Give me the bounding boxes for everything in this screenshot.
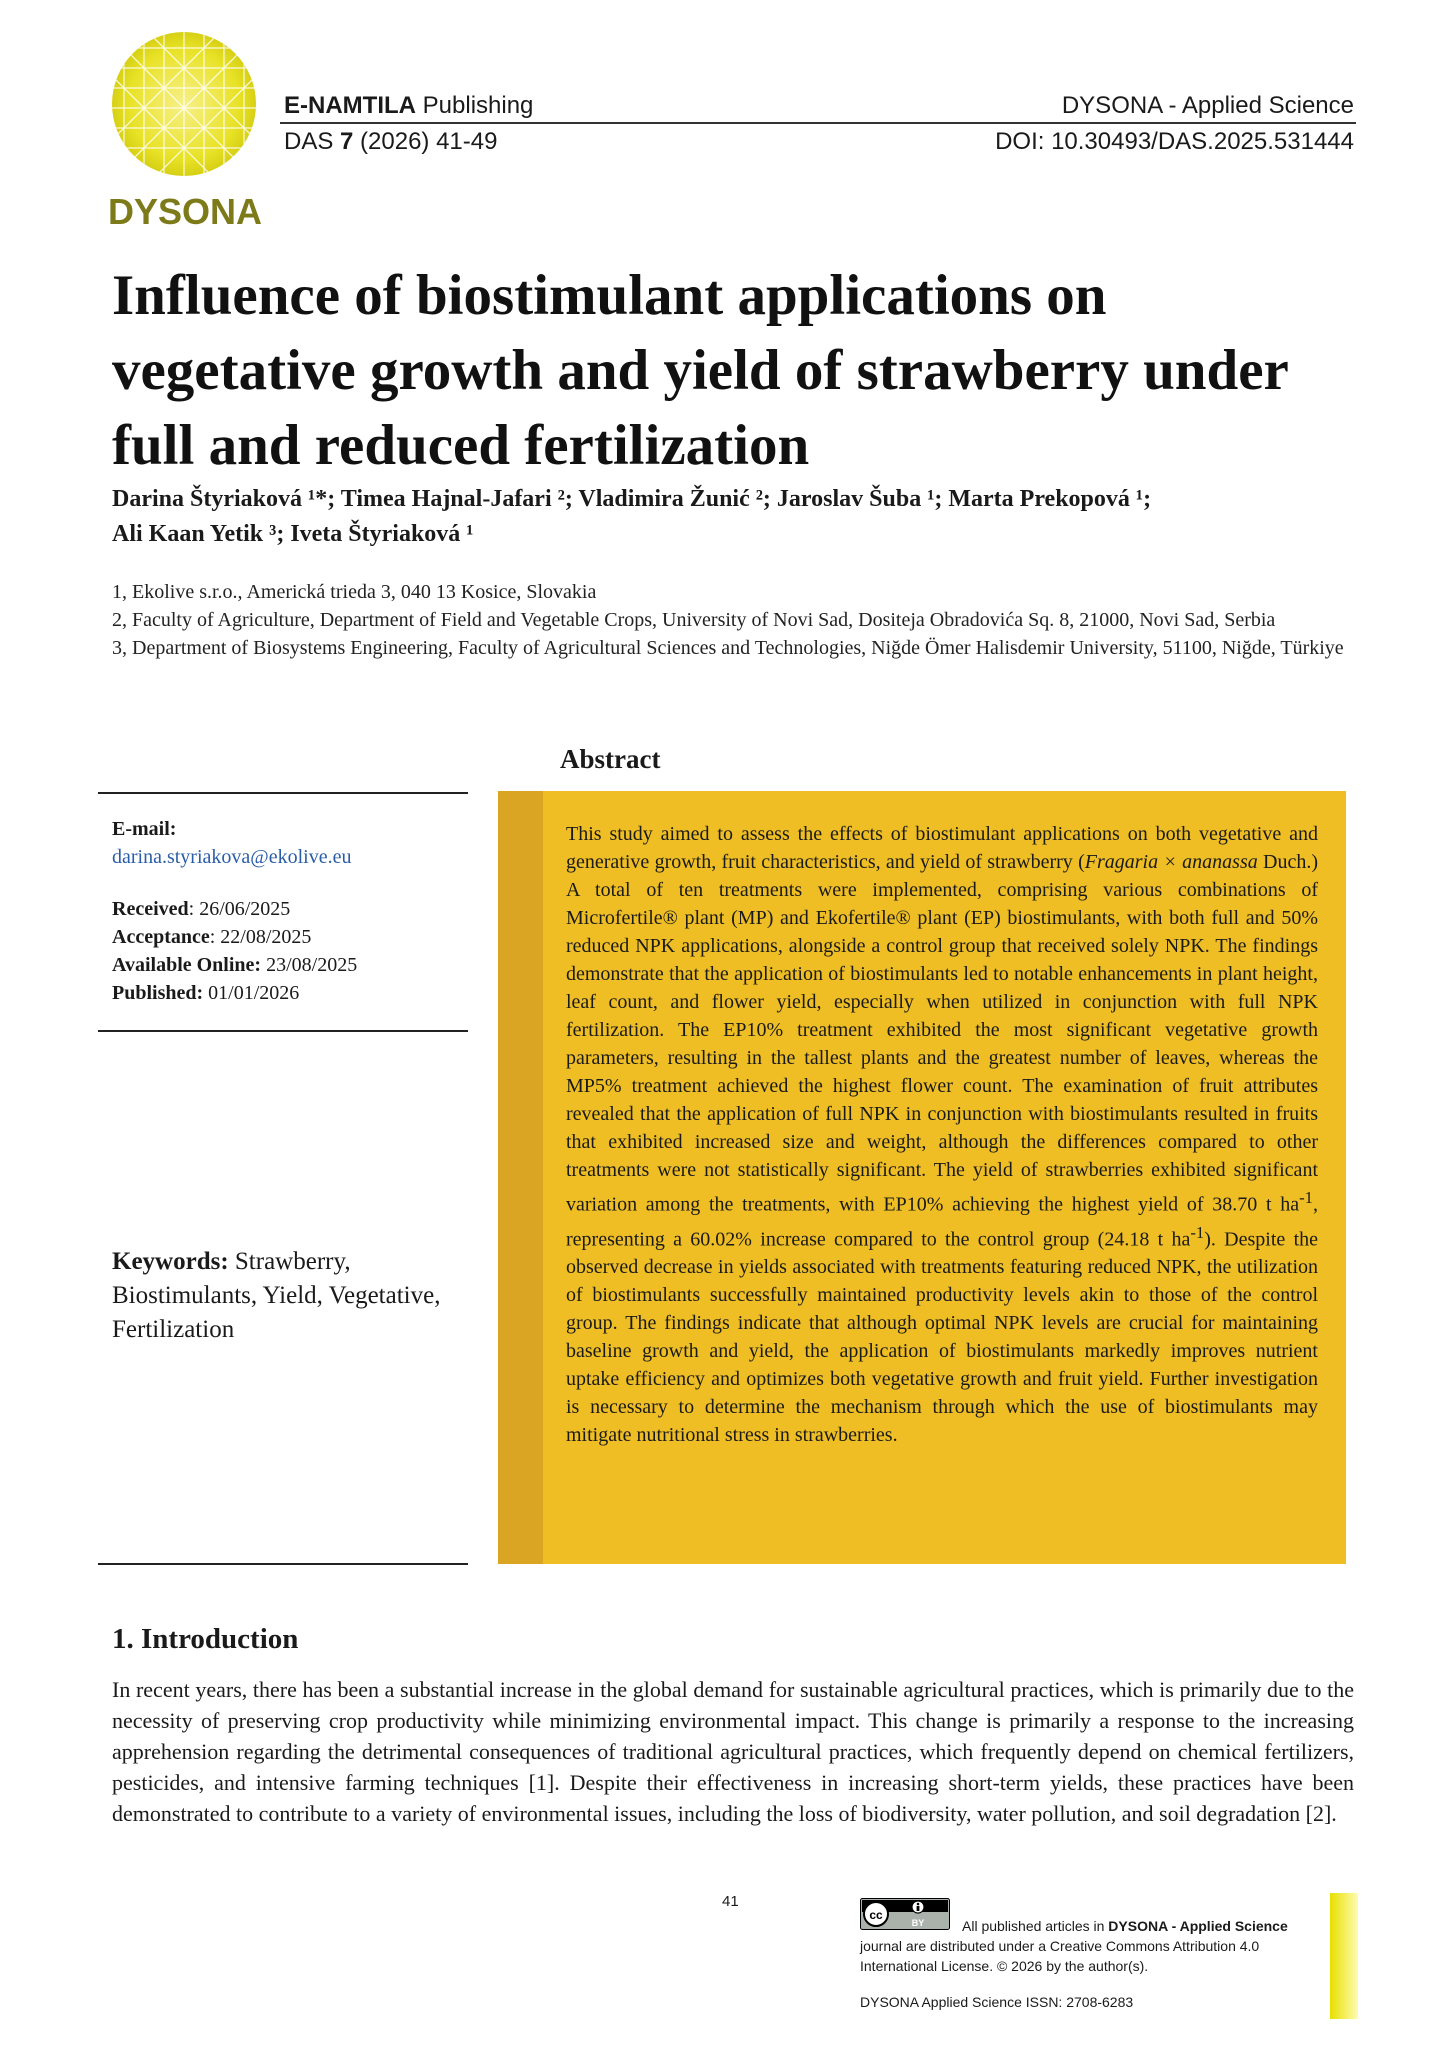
author-list: [112, 482, 1342, 552]
affiliations: [112, 578, 1352, 662]
cc-by-text: BY: [911, 1918, 925, 1928]
paper-title: Influence of biostimulant applications on vegetative growth and yield of strawberry under full and reduced fertilization: [112, 264, 1288, 477]
acceptance-date: Acceptance: 22/08/2025: [112, 926, 312, 948]
divider: [98, 1563, 468, 1565]
email-label: E-mail:: [112, 818, 177, 840]
logo-text: DYSONA: [108, 191, 263, 232]
license-line: All published articles in DYSONA - Applied Science: [962, 1918, 1288, 1934]
svg-text:cc: cc: [869, 1908, 883, 1922]
journal-logo: [104, 28, 264, 238]
issn: DYSONA Applied Science ISSN: 2708-6283: [860, 1994, 1134, 2010]
article-dates: [112, 895, 462, 1007]
received-date: Received: 26/06/2025: [112, 898, 291, 920]
published-date: Published: 01/01/2026: [112, 982, 300, 1004]
email-link[interactable]: darina.styriakova@ekolive.eu: [112, 846, 352, 868]
affiliation: 3, Department of Biosystems Engineering, Faculty of Agricultural Sciences and Technologies, Niğde Ömer Halisdemir University, 51100, Niğde, Türkiye: [112, 637, 1344, 659]
author-line: Darina Štyriaková ¹*; Timea Hajnal-Jafari ²; Vladimira Žunić ²; Jaroslav Šuba ¹; Marta Prekopová ¹;: [112, 486, 1152, 512]
abstract-accent-strip: [498, 791, 543, 1564]
doi[interactable]: DOI: 10.30493/DAS.2025.531444: [995, 128, 1354, 155]
abstract-text: This study aimed to assess the effects of biostimulant applications on both vegetative and generative growth, fruit characteristics, and yield of strawberry (Fragaria × ananassa Duch.) A total of ten treatments were implemented, comprising various combinations of Microfertile® plant (MP) and Ekofertile® plant (EP) biostimulants, with both full and 50% reduced NPK applications, alongside a control group that received solely NPK. The findings demonstrate that the application of biostimulants led to notable enhancements in plant height, leaf count, and flower yield, especially when utilized in conjunction with full NPK fertilization. The EP10% treatment exhibited the most significant vegetative growth parameters, resulting in the tallest plants and the greatest number of leaves, whereas the MP5% treatment achieved the highest flower count. The examination of fruit attributes revealed that the application of full NPK in conjunction with biostimulants resulted in fruits that exhibited increased size and weight, although the differences compared to other treatments were not statistically significant. The yield of strawberries exhibited significant variation among the treatments, with EP10% achieving the highest yield of 38.70 t $ha^{-1}$, representing a 60.02% increase compared to the control group (24.18 t $ha^{-1}$). Despite the observed decrease in yields associated with treatments featuring reduced NPK, the utilization of biostimulants successfully maintained productivity levels akin to those of the control group. The findings indicate that although optimal NPK levels are crucial for maintaining baseline growth and yield, the application of biostimulants markedly improves nutrient uptake efficiency and optimizes both vegetative growth and fruit yield. Further investigation is necessary to determine the mechanism through which the use of biostimulants may mitigate nutritional stress in strawberries.: [566, 823, 1319, 1447]
citation: DAS 7 (2026) 41-49: [284, 128, 498, 155]
author-line: Ali Kaan Yetik ³; Iveta Štyriaková ¹: [112, 521, 474, 547]
journal-name: DYSONA - Applied Science: [1061, 92, 1354, 119]
page-number: 41: [722, 1893, 739, 1910]
footer-accent-bar: [1330, 1893, 1358, 2019]
intro-paragraph: In recent years, there has been a substantial increase in the global demand for sustainable agricultural practices, which is primarily due to the necessity of preserving crop productivity while minimizing environmental impact. This change is primarily a response to the increasing apprehension regarding the detrimental consequences of traditional agricultural practices, which frequently depend on chemical fertilizers, pesticides, and intensive farming techniques [1]. Despite their effectiveness in increasing short-term yields, these practices have been demonstrated to contribute to a variety of environmental issues, including the loss of biodiversity, water pollution, and soil degradation [2].: [112, 1677, 1354, 1826]
cc-by-license-icon[interactable]: [860, 1898, 950, 1930]
license-line: journal are distributed under a Creative Commons Attribution 4.0: [860, 1938, 1260, 1954]
license-line: International License. © 2026 by the author(s).: [860, 1958, 1149, 1974]
license-text: [860, 1936, 1330, 1976]
keywords: Keywords: Strawberry, Biostimulants, Yield, Vegetative, Fertilization: [112, 1248, 441, 1343]
section-heading: 1. Introduction: [112, 1623, 299, 1655]
article-info: [112, 815, 462, 1007]
header-divider: [280, 122, 1356, 124]
species-name: Fragaria × ananassa: [1084, 851, 1258, 873]
affiliation: 2, Faculty of Agriculture, Department of Field and Vegetable Crops, University of Novi Sad, Dositeja Obradovića Sq. 8, 21000, Novi Sad, Serbia: [112, 609, 1276, 631]
online-date: Available Online: 23/08/2025: [112, 954, 358, 976]
divider: [98, 1030, 468, 1032]
abstract-heading: Abstract: [560, 744, 661, 774]
divider: [98, 792, 468, 794]
affiliation: 1, Ekolive s.r.o., Americká trieda 3, 040 13 Kosice, Slovakia: [112, 581, 597, 603]
publisher-name: E-NAMTILA Publishing: [284, 92, 534, 119]
